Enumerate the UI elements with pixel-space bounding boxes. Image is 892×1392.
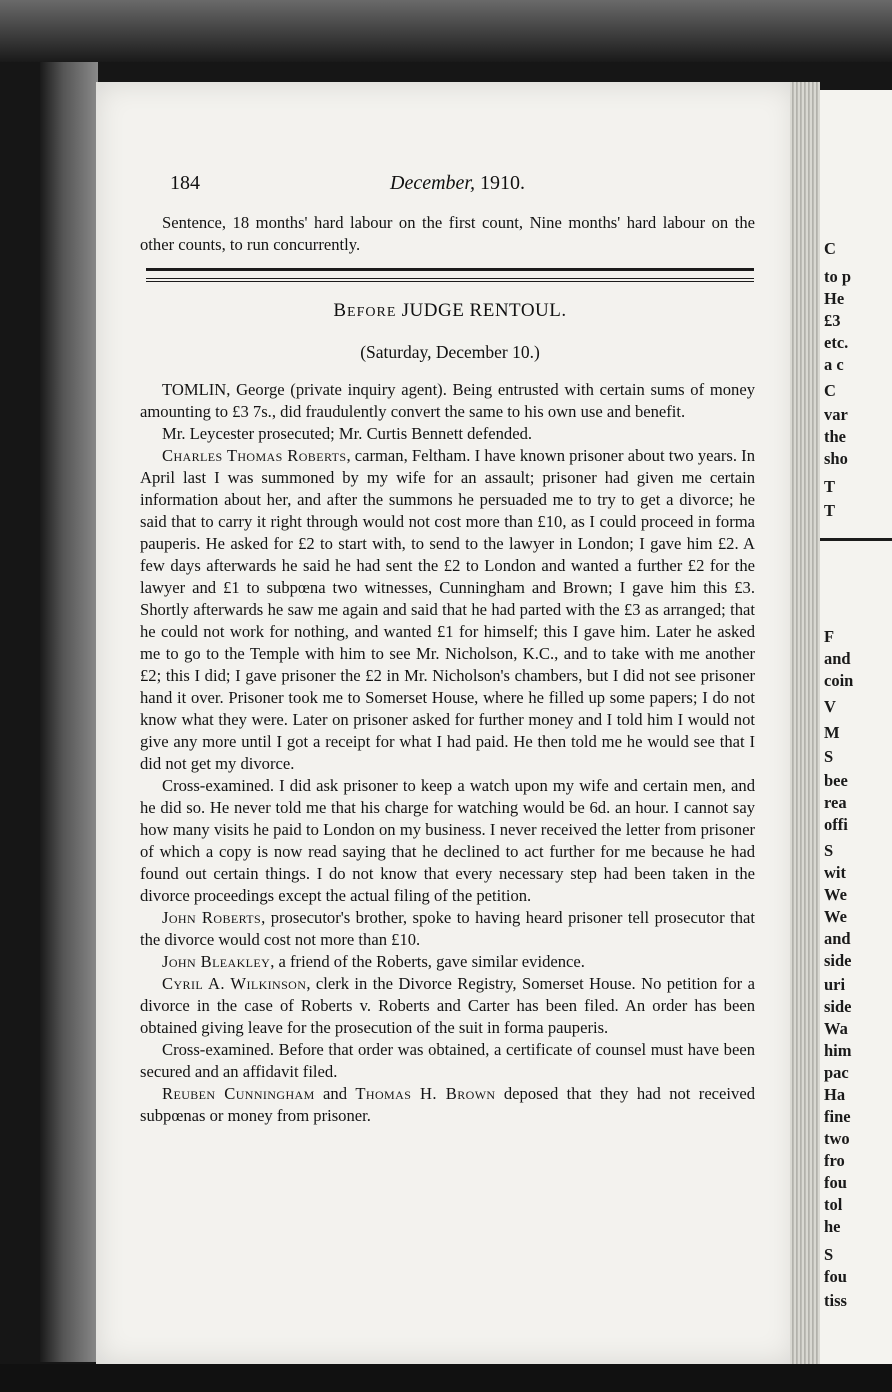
running-head-year: 1910.	[479, 172, 525, 194]
witness-name: Thomas H. Brown	[355, 1084, 496, 1103]
facing-page-fragment: T	[824, 477, 836, 496]
case-paragraph: Reuben Cunningham and Thomas H. Brown deposed that they had not received subpœnas or money from prisoner.	[140, 1084, 755, 1125]
facing-page-fragment: M	[824, 723, 840, 742]
facing-page-fragment: to p	[824, 267, 852, 286]
facing-page-fragment: two	[824, 1129, 850, 1148]
sentence-text: Sentence, 18 months' hard labour on the first count, Nine months' hard labour on the other counts, to run concurrently.	[140, 213, 755, 254]
facing-page-fragment: Ha	[824, 1085, 846, 1104]
facing-page-fragment: he	[824, 1217, 841, 1236]
facing-page-fragment: side	[824, 951, 852, 970]
case-report	[140, 379, 755, 1127]
facing-page-fragment: and	[824, 929, 851, 948]
witness-name: Cyril A. Wilkinson	[162, 974, 307, 993]
facing-page-fragment: F	[824, 627, 835, 646]
facing-page-fragment: We	[824, 907, 847, 926]
facing-page-fragment: uri	[824, 975, 846, 994]
witness-name: Charles Thomas Roberts	[162, 446, 347, 465]
witness-name: John Roberts	[162, 908, 262, 927]
facing-page-fragment: the	[824, 427, 846, 446]
facing-page-fragment: offi	[824, 815, 848, 834]
facing-page-fragment: S	[824, 747, 834, 766]
facing-page-fragment: V	[824, 697, 836, 716]
facing-page-fragment: tiss	[824, 1291, 847, 1310]
facing-page-fragment: pac	[824, 1063, 849, 1082]
book-top-background	[0, 0, 892, 62]
facing-page-fragment: We	[824, 885, 847, 904]
heading-before: BEFORE	[333, 300, 397, 321]
case-paragraph: TOMLIN, George (private inquiry agent). Being entrusted with certain sums of money amounting to £3 7s., did fraudulently convert the same to his own use and benefit.	[140, 380, 755, 421]
running-head-month: December,	[390, 172, 475, 194]
page-header	[170, 172, 745, 196]
facing-page-fragment: T	[824, 501, 836, 520]
book-bottom-background	[0, 1364, 892, 1392]
facing-page-fragment: rea	[824, 793, 847, 812]
facing-page-fragment: fou	[824, 1173, 847, 1192]
case-paragraph: Cyril A. Wilkinson, clerk in the Divorce Registry, Somerset House. No petition for a divorce in the case of Roberts v. Roberts and Carter has been filed. An order has been obtained giving leave for the prosecution of the suit in forma pauperis.	[140, 974, 755, 1037]
book-spine-shadow	[40, 62, 98, 1362]
facing-page-fragment: var	[824, 405, 848, 424]
facing-page-fragment: C	[824, 239, 836, 258]
facing-page-fragment: fro	[824, 1151, 845, 1170]
facing-page-fragment: S	[824, 1245, 834, 1264]
running-head	[170, 172, 745, 195]
facing-page-fragment: sho	[824, 449, 848, 468]
facing-page-fragment: bee	[824, 771, 848, 790]
case-paragraph: Charles Thomas Roberts, carman, Feltham. I have known prisoner about two years. In April last I was summoned by my wife for an assault; prisoner had given me certain information about her, and after the summons he persuaded me to try to get a divorce; he said that to carry it right through would not cost more than £10, as I could proceed in forma pauperis. He asked for £2 to start with, to send to the lawyer in London; I gave him £2. A few days afterwards he said he had sent the £2 to London and wanted a further £2 for the lawyer and £1 to subpœna two witnesses, Cunningham and Brown; I gave him this £3. Shortly afterwards he saw me again and said that he had parted with the £3 as arranged; that he could not work for nothing, and wanted £1 for himself; this I gave him. Later he asked me to go to the Temple with him to see Mr. Nicholson, K.C., and to take with me another £2; this I did; I gave prisoner the £2 in Mr. Nicholson's chambers, but I did not see prisoner hand it over. Prisoner took me to Somerset House, where he filled up some papers; I do not know what they were. Later on prisoner asked for further money and I told him I would not give any more until I got a receipt for what I had paid. He then told me he would see that I did not get my divorce.	[140, 446, 755, 773]
facing-page-fragment: fou	[824, 1267, 847, 1286]
facing-page-fragment: He	[824, 289, 845, 308]
facing-page-divider	[820, 538, 892, 541]
judge-heading	[146, 300, 754, 322]
page-right-fragment	[820, 90, 892, 1364]
facing-page-fragment: Wa	[824, 1019, 848, 1038]
facing-page-fragment: him	[824, 1041, 852, 1060]
facing-page-fragment: a c	[824, 355, 844, 374]
case-paragraph: Cross-examined. Before that order was obtained, a certificate of counsel must have been secured and an affidavit filed.	[140, 1040, 755, 1081]
case-paragraph: Mr. Leycester prosecuted; Mr. Curtis Bennett defended.	[162, 424, 533, 443]
case-paragraph: John Bleakley, a friend of the Roberts, gave similar evidence.	[162, 952, 585, 971]
sentence-block	[140, 212, 755, 256]
facing-page-fragment: £3	[824, 311, 841, 330]
case-paragraph: John Roberts, prosecutor's brother, spoke to having heard prisoner tell prosecutor that the divorce would cost not more than £10.	[140, 908, 755, 949]
facing-page-fragment: wit	[824, 863, 846, 882]
facing-page-fragment: coin	[824, 671, 854, 690]
witness-name: John Bleakley	[162, 952, 271, 971]
facing-page-fragment: tol	[824, 1195, 843, 1214]
facing-page-fragment: and	[824, 649, 851, 668]
date-line: (Saturday, December 10.)	[360, 342, 540, 362]
facing-page-fragment: S	[824, 841, 834, 860]
facing-page-fragment: fine	[824, 1107, 851, 1126]
page-number: 184	[170, 172, 200, 194]
facing-page-fragment: side	[824, 997, 852, 1016]
section-divider-thin	[146, 281, 754, 282]
page-gutter	[790, 82, 820, 1364]
witness-name: Reuben Cunningham	[162, 1084, 315, 1103]
facing-page-fragment: C	[824, 381, 836, 400]
facing-page-fragment: etc.	[824, 333, 849, 352]
heading-judge: JUDGE RENTOUL.	[401, 300, 567, 321]
case-paragraph: Cross-examined. I did ask prisoner to keep a watch upon my wife and certain men, and he did so. He never told me that his charge for watching would be 6d. an hour. I cannot say how many visits he paid to London on my business. I never received the letter from prisoner of which a copy is now read saying that he declined to act further for me because he had found out certain things. I do not know that every necessary step had been taken in the divorce proceedings except the actual filing of the petition.	[140, 776, 755, 905]
section-divider	[146, 268, 754, 279]
